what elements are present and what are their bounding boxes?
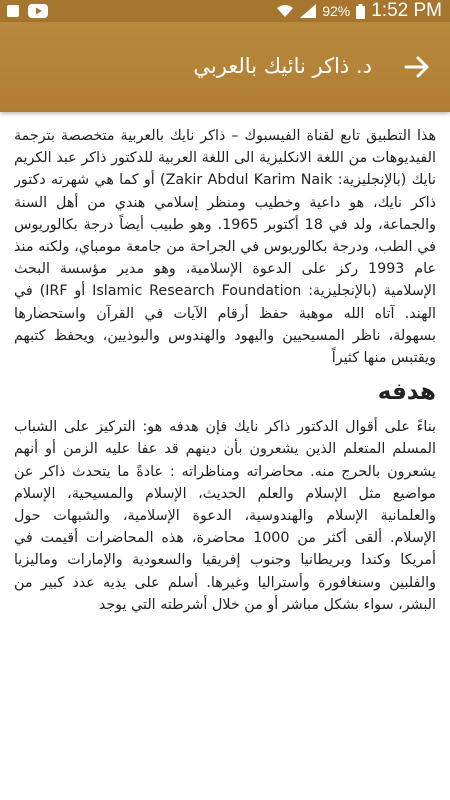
- status-right: [276, 0, 442, 22]
- goal-heading: هدفه: [377, 379, 436, 406]
- status-bar: [0, 0, 450, 22]
- intro-paragraph: هذا التطبيق تابع لقناة الفيسبوك – ذاكر نايك بالعربية متخصصة بترجمة الفيديوهات من اللغة الانكليزية الى اللغة العربية للدكتور ذاكر عبد الكريم نايك (بالإنجليزية: Zakir Abdul Karim Naik) أو كما هي شهرته دكتور ذاكر نايك، هو داعية وخطيب ومنظر إسلامي هندي من أهل السنة والجماعة، ولد في 18 أكتوبر 1965. وهو طبيب أيضاً درجة بكالوريوس في الطب، ودرجة بكالوريوس في الجراحة من جامعة مومباي، ولكنه منذ عام 1993 ركز على الدعوة الإسلامية، وهو مدير مؤسسة البحث الإسلامية (بالإنجليزية: Islamic Research Foundation أو IRF) في الهند. آتاه الله موهبة حفظ أرقام الآيات في القرآن واستحضارها بسهولة، ناظر المسيحيين واليهود والهندوس والبوذيين، ويحفظ كتبهم ويقتبس منها كثيراً: [14, 128, 436, 367]
- goal-paragraph: بناءً على أقوال الدكتور ذاكر نايك فإن هدفه هو: التركيز على الشباب المسلم المتعلم الذين يشعرون بأن دينهم قد عفا عليه الزمن أو أنهم يشعرون بالحرج منه. محاضراته ومناظراته : عادةً ما يتحدث ذاكر عن مواضيع مثل الإسلام والعلم الحديث، الإسلام والمسيحية، الإسلام والعلمانية الإسلام والهندوسية، الدعوة الإسلامية، والشبهات حول الإسلام. ألقى أكثر من 1000 محاضرة، هذه المحاضرات أقيمت في أمريكا وكندا وبريطانيا وجنوب إفريقيا والسعودية والإمارات وماليزيا والفلبين وسنغافورة وأستراليا وغيرها. أسلم على يديه عدد كبير من البشر، سواء بشكل مباشر أو من خلال أشرطته التي يوجد: [14, 419, 436, 613]
- app-bar: [0, 22, 450, 112]
- arrow-right-icon[interactable]: [402, 52, 432, 82]
- notification-app-icon: [6, 4, 20, 18]
- article-content: [14, 122, 436, 800]
- battery-icon: [356, 4, 365, 19]
- battery-percent: 92%: [322, 3, 351, 19]
- youtube-icon: [28, 4, 48, 18]
- signal-icon: [300, 4, 316, 18]
- notification-icons: [6, 0, 48, 22]
- page-title: د. ذاكر نائيك بالعربي: [193, 54, 372, 78]
- clock: 1:52 PM: [371, 0, 442, 21]
- wifi-icon: [276, 4, 294, 18]
